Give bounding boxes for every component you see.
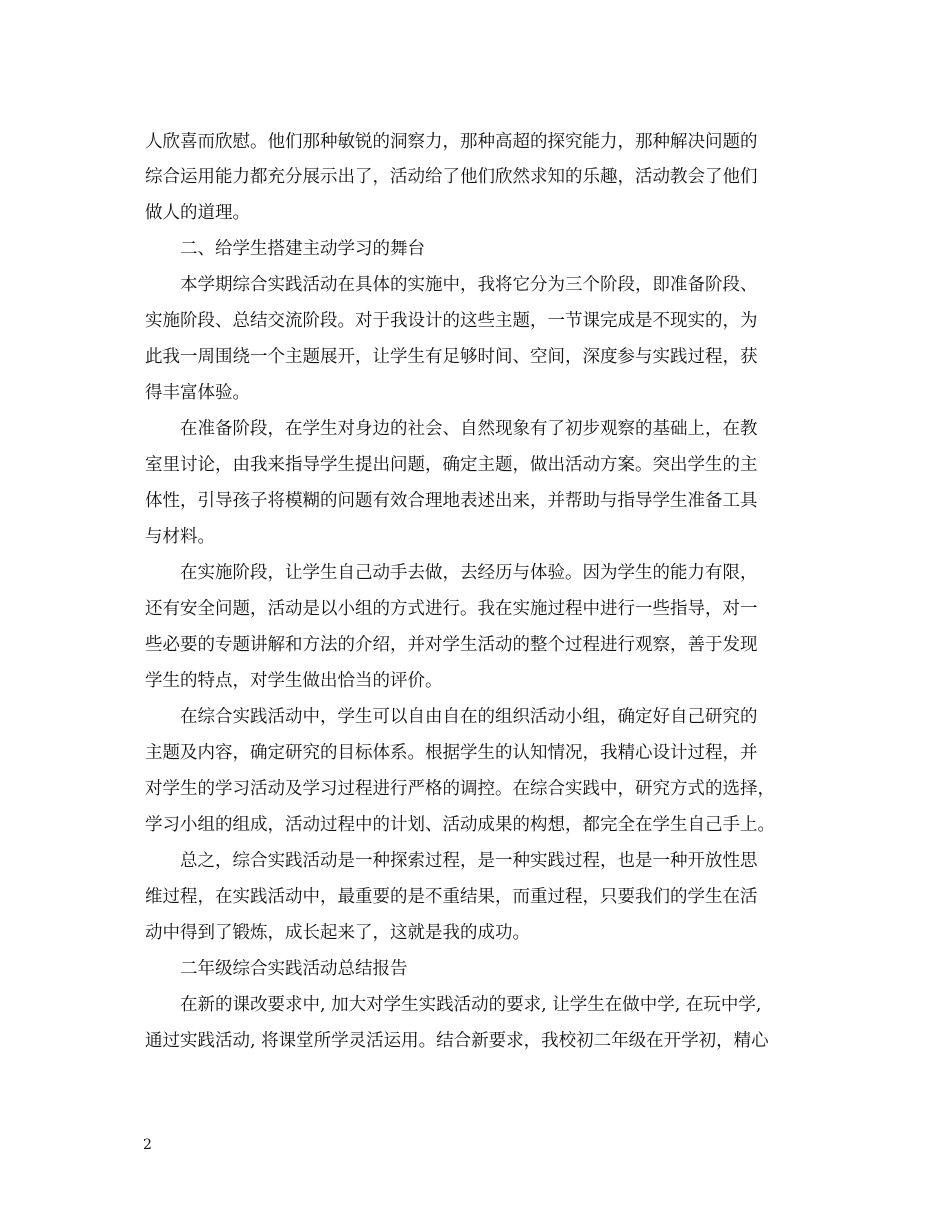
paragraph-first-line: 本学期综合实践活动在具体的实施中，我将它分为三个阶段，即准备阶段、 xyxy=(180,275,758,295)
text-line: 学习小组的组成，活动过程中的计划、活动成果的构想，都完全在学生自己手上。 xyxy=(145,815,775,835)
text-line: 通过实践活动, 将课堂所学灵活运用。结合新要求，我校初二年级在开学初，精心 xyxy=(145,1031,769,1051)
paragraph-first-line: 在新的课改要求中, 加大对学生实践活动的要求, 让学生在做中学, 在玩中学, xyxy=(180,995,762,1015)
section-heading: 二年级综合实践活动总结报告 xyxy=(180,959,408,979)
text-line: 学生的特点，对学生做出恰当的评价。 xyxy=(145,671,443,691)
text-line: 对学生的学习活动及学习过程进行严格的调控。在综合实践中，研究方式的选择， xyxy=(145,779,775,799)
paragraph-first-line: 在实施阶段，让学生自己动手去做，去经历与体验。因为学生的能力有限， xyxy=(180,563,758,583)
text-line: 此我一周围绕一个主题展开，让学生有足够时间、空间，深度参与实践过程，获 xyxy=(145,347,758,367)
text-line: 做人的道理。 xyxy=(145,203,250,223)
text-line: 还有安全问题，活动是以小组的方式进行。我在实施过程中进行一些指导，对一 xyxy=(145,599,758,619)
text-line: 综合运用能力都充分展示出了，活动给了他们欣然求知的乐趣，活动教会了他们 xyxy=(145,167,758,187)
text-line: 主题及内容，确定研究的目标体系。根据学生的认知情况，我精心设计过程，并 xyxy=(145,743,758,763)
section-heading: 二、给学生搭建主动学习的舞台 xyxy=(180,239,425,259)
text-line: 室里讨论，由我来指导学生提出问题，确定主题，做出活动方案。突出学生的主 xyxy=(145,455,758,475)
text-line: 与材料。 xyxy=(145,527,215,547)
paragraph-first-line: 在准备阶段，在学生对身边的社会、自然现象有了初步观察的基础上，在教 xyxy=(180,419,758,439)
text-line: 实施阶段、总结交流阶段。对于我设计的这些主题，一节课完成是不现实的，为 xyxy=(145,311,758,331)
paragraph-first-line: 总之，综合实践活动是一种探索过程，是一种实践过程，也是一种开放性思 xyxy=(180,851,758,871)
text-line: 体性，引导孩子将模糊的问题有效合理地表述出来，并帮助与指导学生准备工具 xyxy=(145,491,758,511)
text-line: 得丰富体验。 xyxy=(145,383,250,403)
text-line: 动中得到了锻炼，成长起来了，这就是我的成功。 xyxy=(145,923,530,943)
page-number: 2 xyxy=(143,1137,152,1153)
text-line: 些必要的专题讲解和方法的介绍，并对学生活动的整个过程进行观察，善于发现 xyxy=(145,635,758,655)
paragraph-first-line: 在综合实践活动中，学生可以自由自在的组织活动小组，确定好自己研究的 xyxy=(180,707,758,727)
text-line: 人欣喜而欣慰。他们那种敏锐的洞察力，那种高超的探究能力，那种解决问题的 xyxy=(145,132,758,152)
text-line: 维过程，在实践活动中，最重要的是不重结果，而重过程，只要我们的学生在活 xyxy=(145,887,758,907)
